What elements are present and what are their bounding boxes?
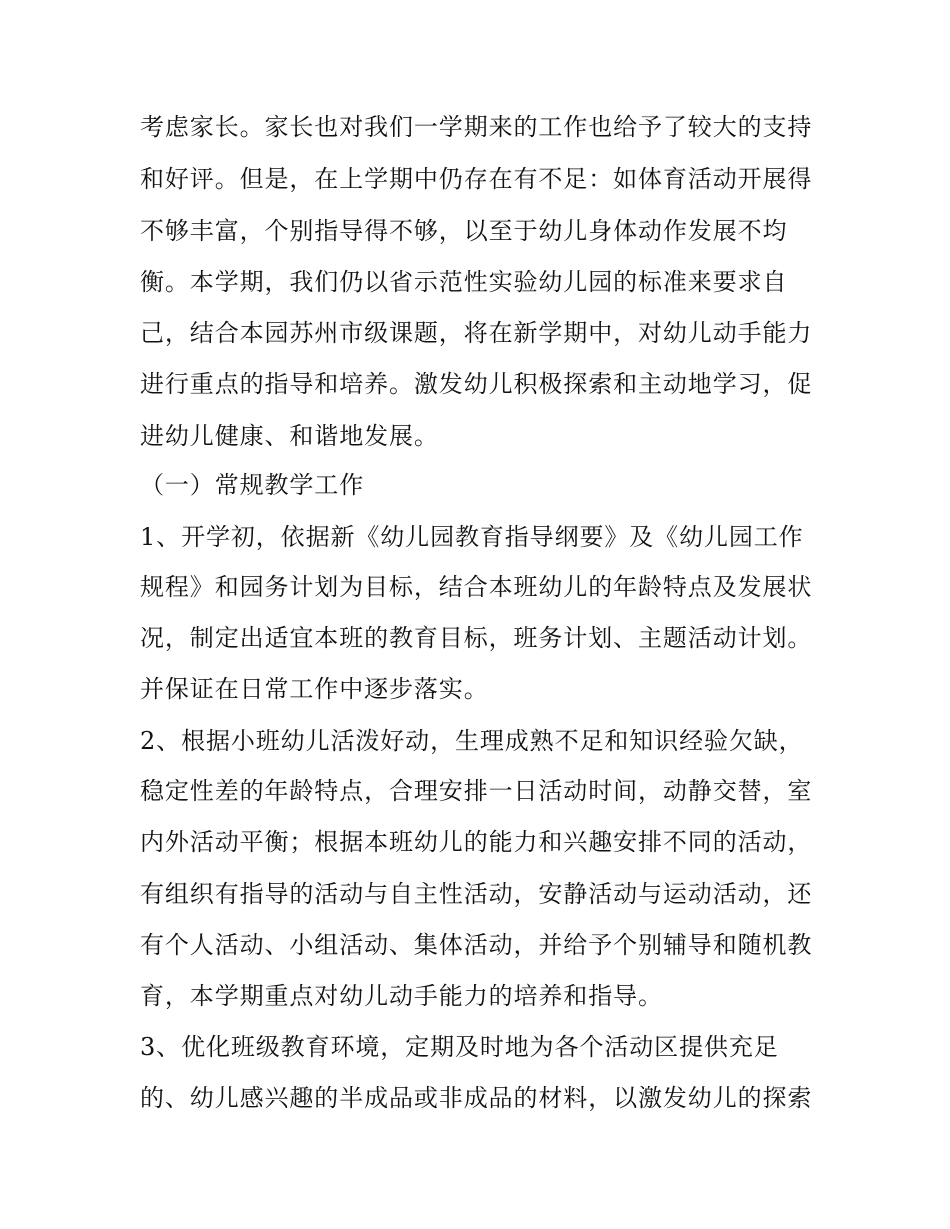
- paragraph-line: 有个人活动、小组活动、集体活动，并给予个别辅导和随机教: [140, 931, 813, 959]
- paragraph-line: 有组织有指导的活动与自主性活动，安静活动与运动活动，还: [140, 880, 813, 908]
- paragraph-line: 规程》和园务计划为目标，结合本班幼儿的年龄特点及发展状: [140, 573, 813, 601]
- paragraph-line: 的、幼儿感兴趣的半成品或非成品的材料，以激发幼儿的探索: [140, 1084, 813, 1112]
- paragraph-line: 并保证在日常工作中逐步落实。: [140, 675, 489, 703]
- paragraph-line: 衡。本学期，我们仍以省示范性实验幼儿园的标准来要求自: [140, 268, 788, 296]
- paragraph-line: 考虑家长。家长也对我们一学期来的工作也给予了较大的支持: [140, 113, 813, 141]
- paragraph-line: 进幼儿健康、和谐地发展。: [140, 422, 439, 450]
- paragraph-line: 进行重点的指导和培养。激发幼儿积极探索和主动地学习，促: [140, 370, 813, 398]
- paragraph-line: 2、根据小班幼儿活泼好动，生理成熟不足和知识经验欠缺，: [140, 727, 804, 755]
- paragraph-line: 稳定性差的年龄特点，合理安排一日活动时间，动静交替，室: [140, 777, 813, 805]
- paragraph-line: 己，结合本园苏州市级课题，将在新学期中，对幼儿动手能力: [140, 319, 813, 347]
- paragraph-line: 内外活动平衡；根据本班幼儿的能力和兴趣安排不同的活动，: [140, 828, 813, 856]
- section-heading: （一）常规教学工作: [140, 471, 365, 499]
- paragraph-line: 1、开学初，依据新《幼儿园教育指导纲要》及《幼儿园工作: [140, 523, 804, 551]
- paragraph-line: 况，制定出适宜本班的教育目标，班务计划、主题活动计划。: [140, 624, 813, 652]
- paragraph-line: 育，本学期重点对幼儿动手能力的培养和指导。: [140, 982, 663, 1010]
- paragraph-line: 3、优化班级教育环境，定期及时地为各个活动区提供充足: [140, 1033, 779, 1061]
- paragraph-line: 和好评。但是，在上学期中仍存在有不足：如体育活动开展得: [140, 165, 813, 193]
- paragraph-line: 不够丰富，个别指导得不够，以至于幼儿身体动作发展不均: [140, 217, 788, 245]
